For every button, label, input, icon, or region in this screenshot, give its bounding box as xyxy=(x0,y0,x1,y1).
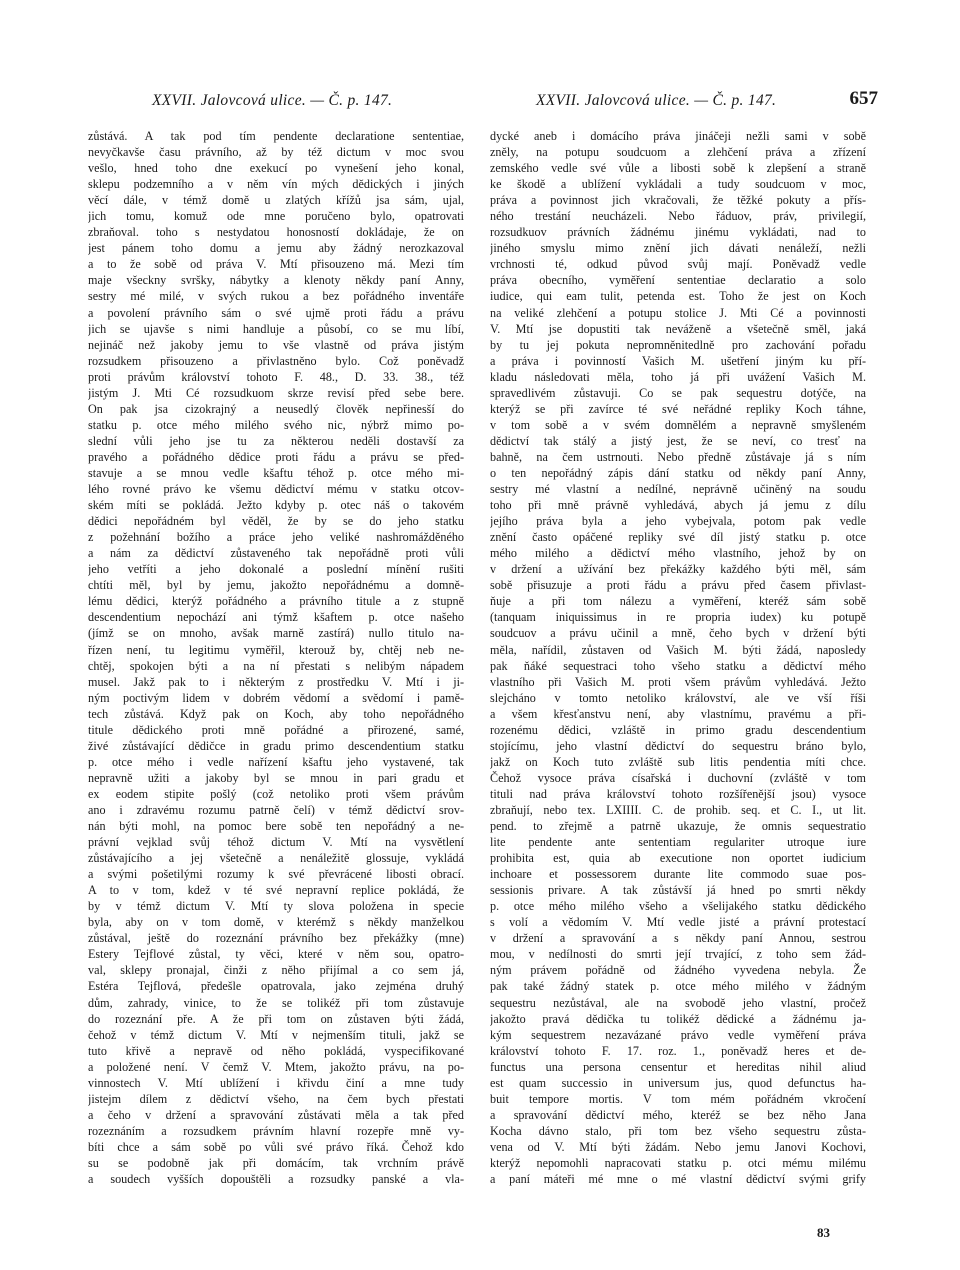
text-line: toho při mně právně vyhledává, abych já jemu z dílu xyxy=(490,498,866,513)
text-line: rozsudkem přisouzeno a přivlastněno bylo. Což poněvadž xyxy=(88,353,464,368)
text-line: jakž on Koch tuto zvláště sub litis pendentia míti chce. xyxy=(490,754,866,769)
text-line: rozsudkuov právních žádnému jinému vykládati, nad to xyxy=(490,225,866,240)
text-line: chtěj, spokojen býti a na ní přestati s nelibým nápadem xyxy=(88,658,464,673)
text-line: jistejm dílem z dědictví všeho, na čem bych přestati xyxy=(88,1091,464,1106)
text-line: jich se ujavše s nimi handluje a působí, co se mu líbí, xyxy=(88,321,464,336)
text-line: dědictví tak stálý a jistý jest, že se neví, co tresť na xyxy=(490,433,866,448)
text-line: lite pendente ante sententiam regulariter utroque iure xyxy=(490,835,866,850)
text-line: kterýž nepomohli napracovati statku p. otci mému milému xyxy=(490,1156,866,1170)
text-line: vešlo, hned toho dne exekucí po vynešení jeho konal, xyxy=(88,161,464,176)
text-line: dům, zahrady, vinice, to že se tolikéž při tom zůstavuje xyxy=(88,995,464,1010)
text-line: jich tomu, komuž ode mne poručeno bylo, opatrovati xyxy=(88,209,464,224)
text-line: a spravování dědictví mého, kteréž se bez něho Jana xyxy=(490,1107,866,1122)
text-line: musel. Jakž pak to i některým z prostředku V. Mtí i ji- xyxy=(88,674,464,689)
text-line: jest pánem toho domu a jemu aby žádný nerozkazoval xyxy=(88,241,464,256)
text-line: est quam successio in universum jus, quod defunctus ha- xyxy=(490,1075,866,1090)
text-line: sobě přisuzuje a proti řádu a právu před časem přivlast- xyxy=(490,578,866,593)
text-line: mou, v nedílnosti do smrti její trvající, z toho sem žád- xyxy=(490,947,866,962)
text-line: sequestru nezůstával, ale na svobodě jeho vlastní, pročež xyxy=(490,995,866,1010)
text-line: p. otce mého milého všeho a všelijakého statku dědického xyxy=(490,899,866,914)
text-line: tech zůstává. Když pak on Koch, aby toho nepořádného xyxy=(88,706,464,721)
text-line: právní vejklad svůj téhož dictum V. Mtí na vysvětlení xyxy=(88,835,464,850)
text-line: jakožto pravá dědička tu tolikéž dědické a žádnému ja- xyxy=(490,1011,866,1026)
text-line: statku p. otce mého milého svého nic, nýbrž mimo po- xyxy=(88,417,464,432)
left-column xyxy=(88,128,464,1187)
text-line: a svými pošetilými rozumy k své převrácené libosti obrací. xyxy=(88,867,464,882)
text-line: v držení a užívání bez překážky každého býti měl, sám xyxy=(490,562,866,577)
text-line: tuto křivě a nepravě od něho pokládá, vyspecifikované xyxy=(88,1043,464,1058)
text-line: rozeznáním a rozsudkem právním hlavní rozepře mně vy- xyxy=(88,1123,464,1138)
text-line: v tom sobě a v svém domnělém a nepravně smyšleném xyxy=(490,417,866,432)
text-line: nán býti mohl, na pomoc bere sobě ten nepořádný a ne- xyxy=(88,819,464,834)
text-line: a práva i povinností Vašich M. ušetření jiným ku pří- xyxy=(490,353,866,368)
text-line: zbraňují, nebo tex. LXIIII. C. de prohib. seq. et C. I., ut lit. xyxy=(490,802,866,817)
text-line: a paní máteři mé mne o mé vlastní dědictví svými grify xyxy=(490,1172,866,1187)
text-line: lému dědici, kterýž pořádného a právního titule a z stupně xyxy=(88,594,464,609)
text-line: měla, nařídil, zůstaven od Vašich M. býti žádá, naposledy xyxy=(490,642,866,657)
text-line: zůstávajícího a jej všetečně a nenáležitě glossuje, vykládá xyxy=(88,851,464,866)
text-line: bahně, na čem ustrnouti. Nebo předně zůstávaje já s ním xyxy=(490,449,866,464)
text-line: pak také žádný statek p. otce mého milého v žádným xyxy=(490,979,866,994)
text-line: stavuje a se mnou vedle kšaftu téhož p. otce mého mi- xyxy=(88,465,464,480)
text-line: v držení a spravování a s někdy paní Annou, sestrou xyxy=(490,931,866,946)
text-line: slední vůli jeho jse tu za některou neděli dostavší za xyxy=(88,433,464,448)
text-line: práva a povinnost jich vkračovali, že těžké pokuty a přís- xyxy=(490,193,866,208)
text-line: království tohoto F. 17. roz. 1., poněvadž heres et de- xyxy=(490,1043,866,1058)
text-line: A to v tom, kdež v té své nepravní replice pokládá, že xyxy=(88,883,464,898)
signature-mark: 83 xyxy=(817,1225,830,1240)
text-line: descendentium nepochází ani týmž kšaftem p. otce našeho xyxy=(88,610,464,625)
text-line: proti právům království tohoto F. 48., D. 33. 38., též xyxy=(88,369,464,384)
text-line: věcí dále, v témž domě u zlatých křížů jsa sám, ujal, xyxy=(88,193,464,208)
text-line: su se podobně jak při domácím, tak vrchním právě xyxy=(88,1156,464,1170)
text-line: by v témž dictum V. Mtí ty slova položena in specie xyxy=(88,899,464,914)
text-line: ňuje a při tom nálezu a vyměření, kteréž sám sobě xyxy=(490,594,866,609)
text-line: dědici nepořádném byl věděl, že by se do jeho statku xyxy=(88,514,464,529)
text-line: tituli nad práva království tohoto rozšířenější jsou) vysoce xyxy=(490,786,866,801)
text-line: ným poctivým lidem v dobrém vědomí a svědomí i pamě- xyxy=(88,690,464,705)
text-line: znění často opáčené repliky své díl jistý statku p. otce xyxy=(490,530,866,545)
text-line: ex eodem stipite pošlý (což netoliko proti všem právům xyxy=(88,786,464,801)
text-line: nepravně užiti a jakoby byl se mnou in pari gradu et xyxy=(88,770,464,785)
text-line: jiného smyslu mimo znění jich dávati nenáleží, nežli xyxy=(490,241,866,256)
text-line: prohibita est, quia ab executione non oportet iudicium xyxy=(490,851,866,866)
text-line: vinnostech V. Mtí ublížení i křivdu činí a mne tudy xyxy=(88,1075,464,1090)
text-line: a čeho v držení a spravování zůstávati měla a tak před xyxy=(88,1107,464,1122)
text-line: ného trestání neucházeli. Nebo řáduov, práv, privilegií, xyxy=(490,209,866,224)
text-line: slejcháno v tomto netoliko království, ale ve vší říši xyxy=(490,690,866,705)
text-line: zůstával, ještě do rozeznání právního bez překážky (mne) xyxy=(88,931,464,946)
text-line: kterýž se při zavírce té své neřádné repliky Koch táhne, xyxy=(490,401,866,416)
text-line: kým sequestrem nezavázané právo vedle vyměření práva xyxy=(490,1027,866,1042)
text-line: zněly, na potupu soudcuom a zlehčení práva a zřízení xyxy=(490,145,866,160)
text-line: zbraňoval. toho s nestydatou honosností dokládaje, že on xyxy=(88,225,464,240)
text-line: na veliké zlehčení a potupu stolice J. Mti Cé a povinnosti xyxy=(490,305,866,320)
running-head-right: XXVII. Jalovcová ulice. — Č. p. 147. xyxy=(536,92,777,109)
text-line: s volí a vědomím V. Mtí vedle jisté a právní protestací xyxy=(490,915,866,930)
text-line: Kocha dávno stalo, při tom bez všeho sequestru zůsta- xyxy=(490,1123,866,1138)
text-line: sestry mé vlastní a nedílné, neprávně učiněný na soudu xyxy=(490,482,866,497)
text-line: bíti chce a sám sobě po vůli své právo říká. Čehož kdo xyxy=(88,1139,464,1154)
text-line: ke škodě a ublížení vykládali a tudy soudcuom v moc, xyxy=(490,177,866,192)
text-line: chtíti měl, byl by jemu, jakožto nepořádnému a domně- xyxy=(88,578,464,593)
text-line: ano i zdravému rozumu patrně čelí) v témž dědictví srov- xyxy=(88,802,464,817)
text-line: dycké aneb i domácího práva jináčeji nežli sami v sobě xyxy=(490,129,866,143)
text-line: zůstává. A tak pod tím pendente declaratione sententiae, xyxy=(88,129,464,143)
text-line: mého milého a dědictví mého vlastního, jehož by on xyxy=(490,546,866,561)
text-line: a všem křesťanstvu není, aby vlastnímu, pravému a při- xyxy=(490,706,866,721)
text-line: jistým J. Mti Cé rozsudkuom skrze revisí před sebe bere. xyxy=(88,385,464,400)
text-line: a nám za dědictví zůstaveného tak nepořádně proti vůli xyxy=(88,546,464,561)
text-line: o ten nepořádný zápis dání statku od někdy paní Anny, xyxy=(490,465,866,480)
text-line: a povolení právního sám o své ujmě proti řádu a právu xyxy=(88,305,464,320)
text-line: pak ňáké sequestraci toho všeho statku a dědictví mého xyxy=(490,658,866,673)
page-header xyxy=(88,88,878,118)
text-line: Čehož vysoce práva císařská i duchovní (zvláště v tom xyxy=(490,770,866,785)
text-line: Estéra Tejflová, předešle opatrovala, jako zejména druhý xyxy=(88,979,464,994)
text-line: a soudech vyšších dopouštěli a rozsudky panské a vla- xyxy=(88,1172,464,1187)
text-line: inchoare et possessorem durante lite commodo suae pos- xyxy=(490,867,866,882)
text-line: sestry mé milé, v svých rukou a bez pořádného inventáře xyxy=(88,289,464,304)
text-line: z požehnání božího a práce jeho veliké nashromážděného xyxy=(88,530,464,545)
text-line: pravého a pořádného dědice proti řádu a právu se před- xyxy=(88,449,464,464)
text-line: rozenému dědici, vzláště in primo gradu descendentium xyxy=(490,722,866,737)
text-line: (jímž se on mnoho, avšak marně zastírá) nullo titulo na- xyxy=(88,626,464,641)
text-line: vlastního při Vašich M. proti všem právům vyhledává. Ježto xyxy=(490,674,866,689)
right-column xyxy=(490,128,866,1187)
page-number: 657 xyxy=(849,88,878,109)
text-line: by tu jej pokuta nepromněnitedlně pro zachování pořadu xyxy=(490,337,866,352)
text-line: ným právem pořádně od žádného vyvedena nebyla. Že xyxy=(490,963,866,978)
text-line: iudice, qui eam tulit, petenda est. Toho že jest on Koch xyxy=(490,289,866,304)
text-line: do rozeznání pře. A že při tom on zůstaven býti žádá, xyxy=(88,1011,464,1026)
text-line: val, sklepy pronajal, činži z něho přijímal a co sem já, xyxy=(88,963,464,978)
text-line: spravedlivém zůstavuji. Co se pak sequestru dotýče, na xyxy=(490,385,866,400)
text-line: práva obecního, vyměření sententiae declaratio a solo xyxy=(490,273,866,288)
text-line: p. otce mého i vedle nařízení kšaftu jeho vystavené, tak xyxy=(88,754,464,769)
text-line: jejího práva byla a jeho vybejvala, potom pak vedle xyxy=(490,514,866,529)
text-line: titule dědického proti mně pořádné a přirozené, samé, xyxy=(88,722,464,737)
text-line: On pak jsa cizokrajný a neusedlý člověk nepřinesší do xyxy=(88,401,464,416)
text-line: nejináč než jakoby jemu to vše vlastně od práva jistým xyxy=(88,337,464,352)
text-line: lého rovné právo ke všemu dědictví mému v statku otcov- xyxy=(88,482,464,497)
text-line: buit tempore mortis. V tom mém pořádném vkročení xyxy=(490,1091,866,1106)
text-line: maje všeckny svršky, nábytky a klenoty někdy paní Anny, xyxy=(88,273,464,288)
text-line: a položené není. V čemž V. Mtem, jakožto právu, na po- xyxy=(88,1059,464,1074)
text-line: pend. to zřejmě a patrně ukazuje, že omnis sequestratio xyxy=(490,819,866,834)
running-head-left: XXVII. Jalovcová ulice. — Č. p. 147. xyxy=(152,92,393,109)
text-line: zemského vedle své vůle a libosti sobě k zlepšení a straně xyxy=(490,161,866,176)
text-line: stojícímu, jeho vlastní dědictví do sequestru bráno bylo, xyxy=(490,738,866,753)
text-line: ském míti se pokládá. Ježto kdyby p. otec náš o takovém xyxy=(88,498,464,513)
text-line: soudcuov a právu učinil a mně, čeho bych v držení býti xyxy=(490,626,866,641)
text-line: (tanquam iniquissimus in re propria iudex) ku potupě xyxy=(490,610,866,625)
text-line: čehož v témž dictum V. Mtí v nejmenším tituli, jakž se xyxy=(88,1027,464,1042)
text-line: functus una persona censentur et hereditas nihil aliud xyxy=(490,1059,866,1074)
text-line: nevyčkavše času právního, až by též dictum v moc svou xyxy=(88,145,464,160)
text-line: vena od V. Mtí býti žádám. Nebo jemu Janovi Kochovi, xyxy=(490,1139,866,1154)
text-line: vrchnosti té, odkud původ svůj mají. Poněvadž vedle xyxy=(490,257,866,272)
text-line: řízen není, tu legitimu vyměřil, kterouž by, chtěj neb ne- xyxy=(88,642,464,657)
text-line: kladu následovati měla, toho já při uvážení Vašich M. xyxy=(490,369,866,384)
text-line: a to že sobě od práva V. Mtí přisouzeno má. Mezi tím xyxy=(88,257,464,272)
text-line: V. Mtí jse dopustiti tak neváženě a všetečně směl, jaká xyxy=(490,321,866,336)
text-line: sessionis privare. A tak zůstávší já hned po smrti někdy xyxy=(490,883,866,898)
text-line: sklepu podzemního a v něm vín mých dědických i jiných xyxy=(88,177,464,192)
text-line: byla, aby on v tom domě, v kterémž s někdy manželkou xyxy=(88,915,464,930)
text-line: živé zůstávající dědičce in gradu primo descendentium statku xyxy=(88,738,464,753)
text-line: jeho vetříti a jeho dokonalé a poslední mínění rušiti xyxy=(88,562,464,577)
text-line: Estery Tejflové zůstal, ty věci, které v něm sou, opatro- xyxy=(88,947,464,962)
